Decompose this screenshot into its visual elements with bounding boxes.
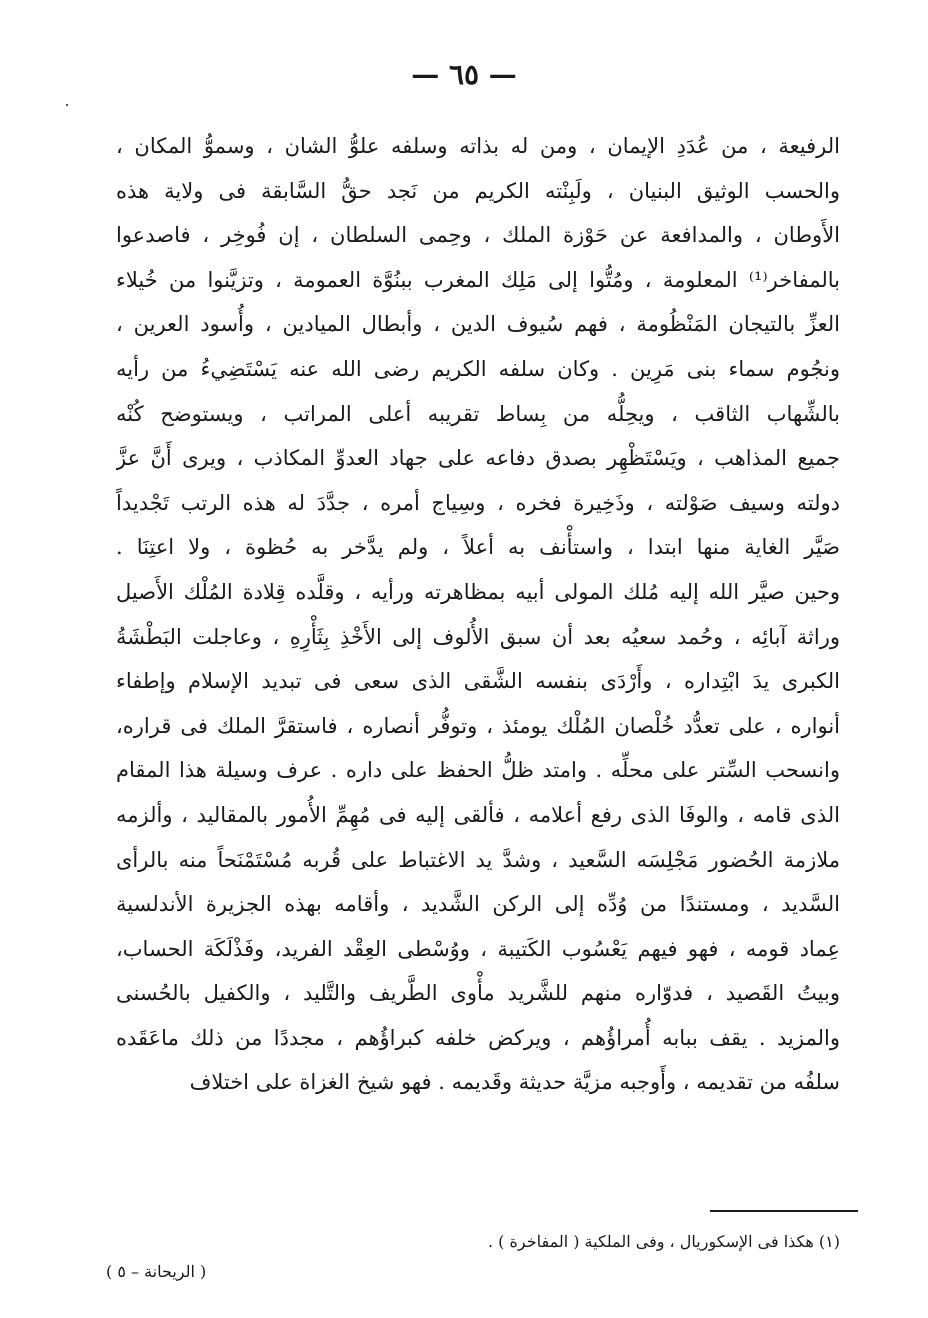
- text-line: وراثة آبائِه ، وحُمد سعيُه بعد أن سبق الأُلوف إلى الأَخْذِ بِثَأْرِهِ ، وعاجلت البَطْشَةُ: [116, 624, 840, 649]
- scan-speck: [66, 104, 68, 106]
- text-line: عِماد قومه ، فهو فيهم يَعْسُوب الكَتيبة ، ووُسْطى العِقْد الفريد، وفَذْلَكَة الحساب،: [116, 936, 840, 961]
- text-line: الرفيعة ، من عُدَدِ الإيمان ، ومن له بذاته وسلفه علوُّ الشان ، وسموُّ المكان ،: [116, 134, 840, 158]
- text-line: والحسب الوثيق البنيان ، ولَبِنْته الكريم من نَجد حقُّ السَّابقة فى ولاية هذه: [116, 178, 840, 203]
- text-line: ملازمة الحُضور مَجْلِسَه السَّعيد ، وشدَّ يد الاغتباط على قُربه مُسْتَمْنَحاً منه بالرأى: [116, 847, 840, 872]
- text-line: الذى قامه ، والوفَا الذى رفع أعلامه ، فألقى إليه فى مُهِمِّ الأُمور بالمقاليد ، وألزمه: [116, 802, 840, 827]
- text-line: ونجُوم سماء بنى مَرِين . وكان سلفه الكريم رضى الله عنه يَسْتَضِيءُ من رأيه: [116, 356, 840, 381]
- text-line: والمزيد . يقف ببابه أُمراؤُهم ، ويركض خلفه كبراؤُهم ، مجددًا من ذلك ماعَقَده: [116, 1025, 840, 1050]
- text-line: دولته وسيف صَوْلته ، وذَخِيرة فخره ، وسِياج أمره ، جدَّدَ له هذه الرتب تَجْديداً: [116, 490, 840, 515]
- text-line: وانسحب السِّتر على محلِّه . وامتد ظلُّ الحفظ على داره . عرف وسيلة هذا المقام: [116, 758, 840, 783]
- text-line: بالمفاخر⁽¹⁾ المعلومة ، ومُتُّوا إلى مَلِك المغرب ببنُوَّة العمومة ، وتزيَّنوا من خُيلاء: [116, 267, 840, 292]
- text-line: جميع المذاهب ، ويَسْتَظْهِر بصدق دفاعه على جهاد العدوِّ المكاذب ، ويرى أَنَّ عزَّ: [116, 446, 840, 471]
- footnote-separator: [710, 1210, 858, 1212]
- text-line: بالشِّهاب الثاقب ، ويحِلُّه من بِساط تقريبه أعلى المراتب ، ويستوضح كُنْه: [116, 401, 840, 426]
- text-line: الكبرى يدَ ابْتِداره ، وأَرْدَى بنفسه الشَّقى الذى سعى فى تبديد الإسلام وإطفاء: [116, 669, 840, 694]
- page-number: — ٦٥ —: [411, 58, 517, 91]
- footnote: (١) هكذا فى الإسكوريال ، وفى الملكية ( المفاخرة ) .: [488, 1232, 840, 1251]
- text-line: الأَوطان ، والمدافعة عن حَوْزة الملك ، وحِمى السلطان ، إن فُوخِر ، فاصدعوا: [116, 223, 840, 248]
- text-line: العزِّ بالتيجان المَنْظُومة ، فهم سُيوف الدين ، وأبطال الميادين ، وأُسود العرين ،: [116, 312, 840, 337]
- printer-signature: ( الريحانة – ٥ ): [106, 1262, 207, 1281]
- text-line: أنواره ، على تعدُّد خُلْصان المُلْك يومئذ ، وتوفُّر أنصاره ، فاستقرَّ الملك فى قراره،: [116, 713, 840, 738]
- text-line: سلفُه من تقديمه ، وأَوجبه مزيَّة حديثة وقَديمه . فهو شيخ الغزاة على اختلاف: [189, 1070, 840, 1095]
- text-line: السَّديد ، ومستندًا من وُدِّه إلى الركن الشَّديد ، وأقامه بهذه الجزيرة الأندلسية: [116, 892, 840, 917]
- text-line: وبيتُ القَصيد ، فدوّاره منهم للشَّريد مأْوى الطَّريف والتَّليد ، والكفيل بالحُسنى: [116, 981, 840, 1006]
- text-line: وحين صيَّر الله إليه مُلك المولى أبيه بمظاهرته ورأيه ، وقلَّده قِلادة المُلْك الأَصيل: [116, 579, 840, 604]
- body-text: [116, 124, 840, 1105]
- text-line: صَيَّر الغاية منها ابتدا ، واستأْنف به أعلاً ، ولم يدَّخر به حُظوة ، ولا اعتِنَا .: [116, 535, 840, 560]
